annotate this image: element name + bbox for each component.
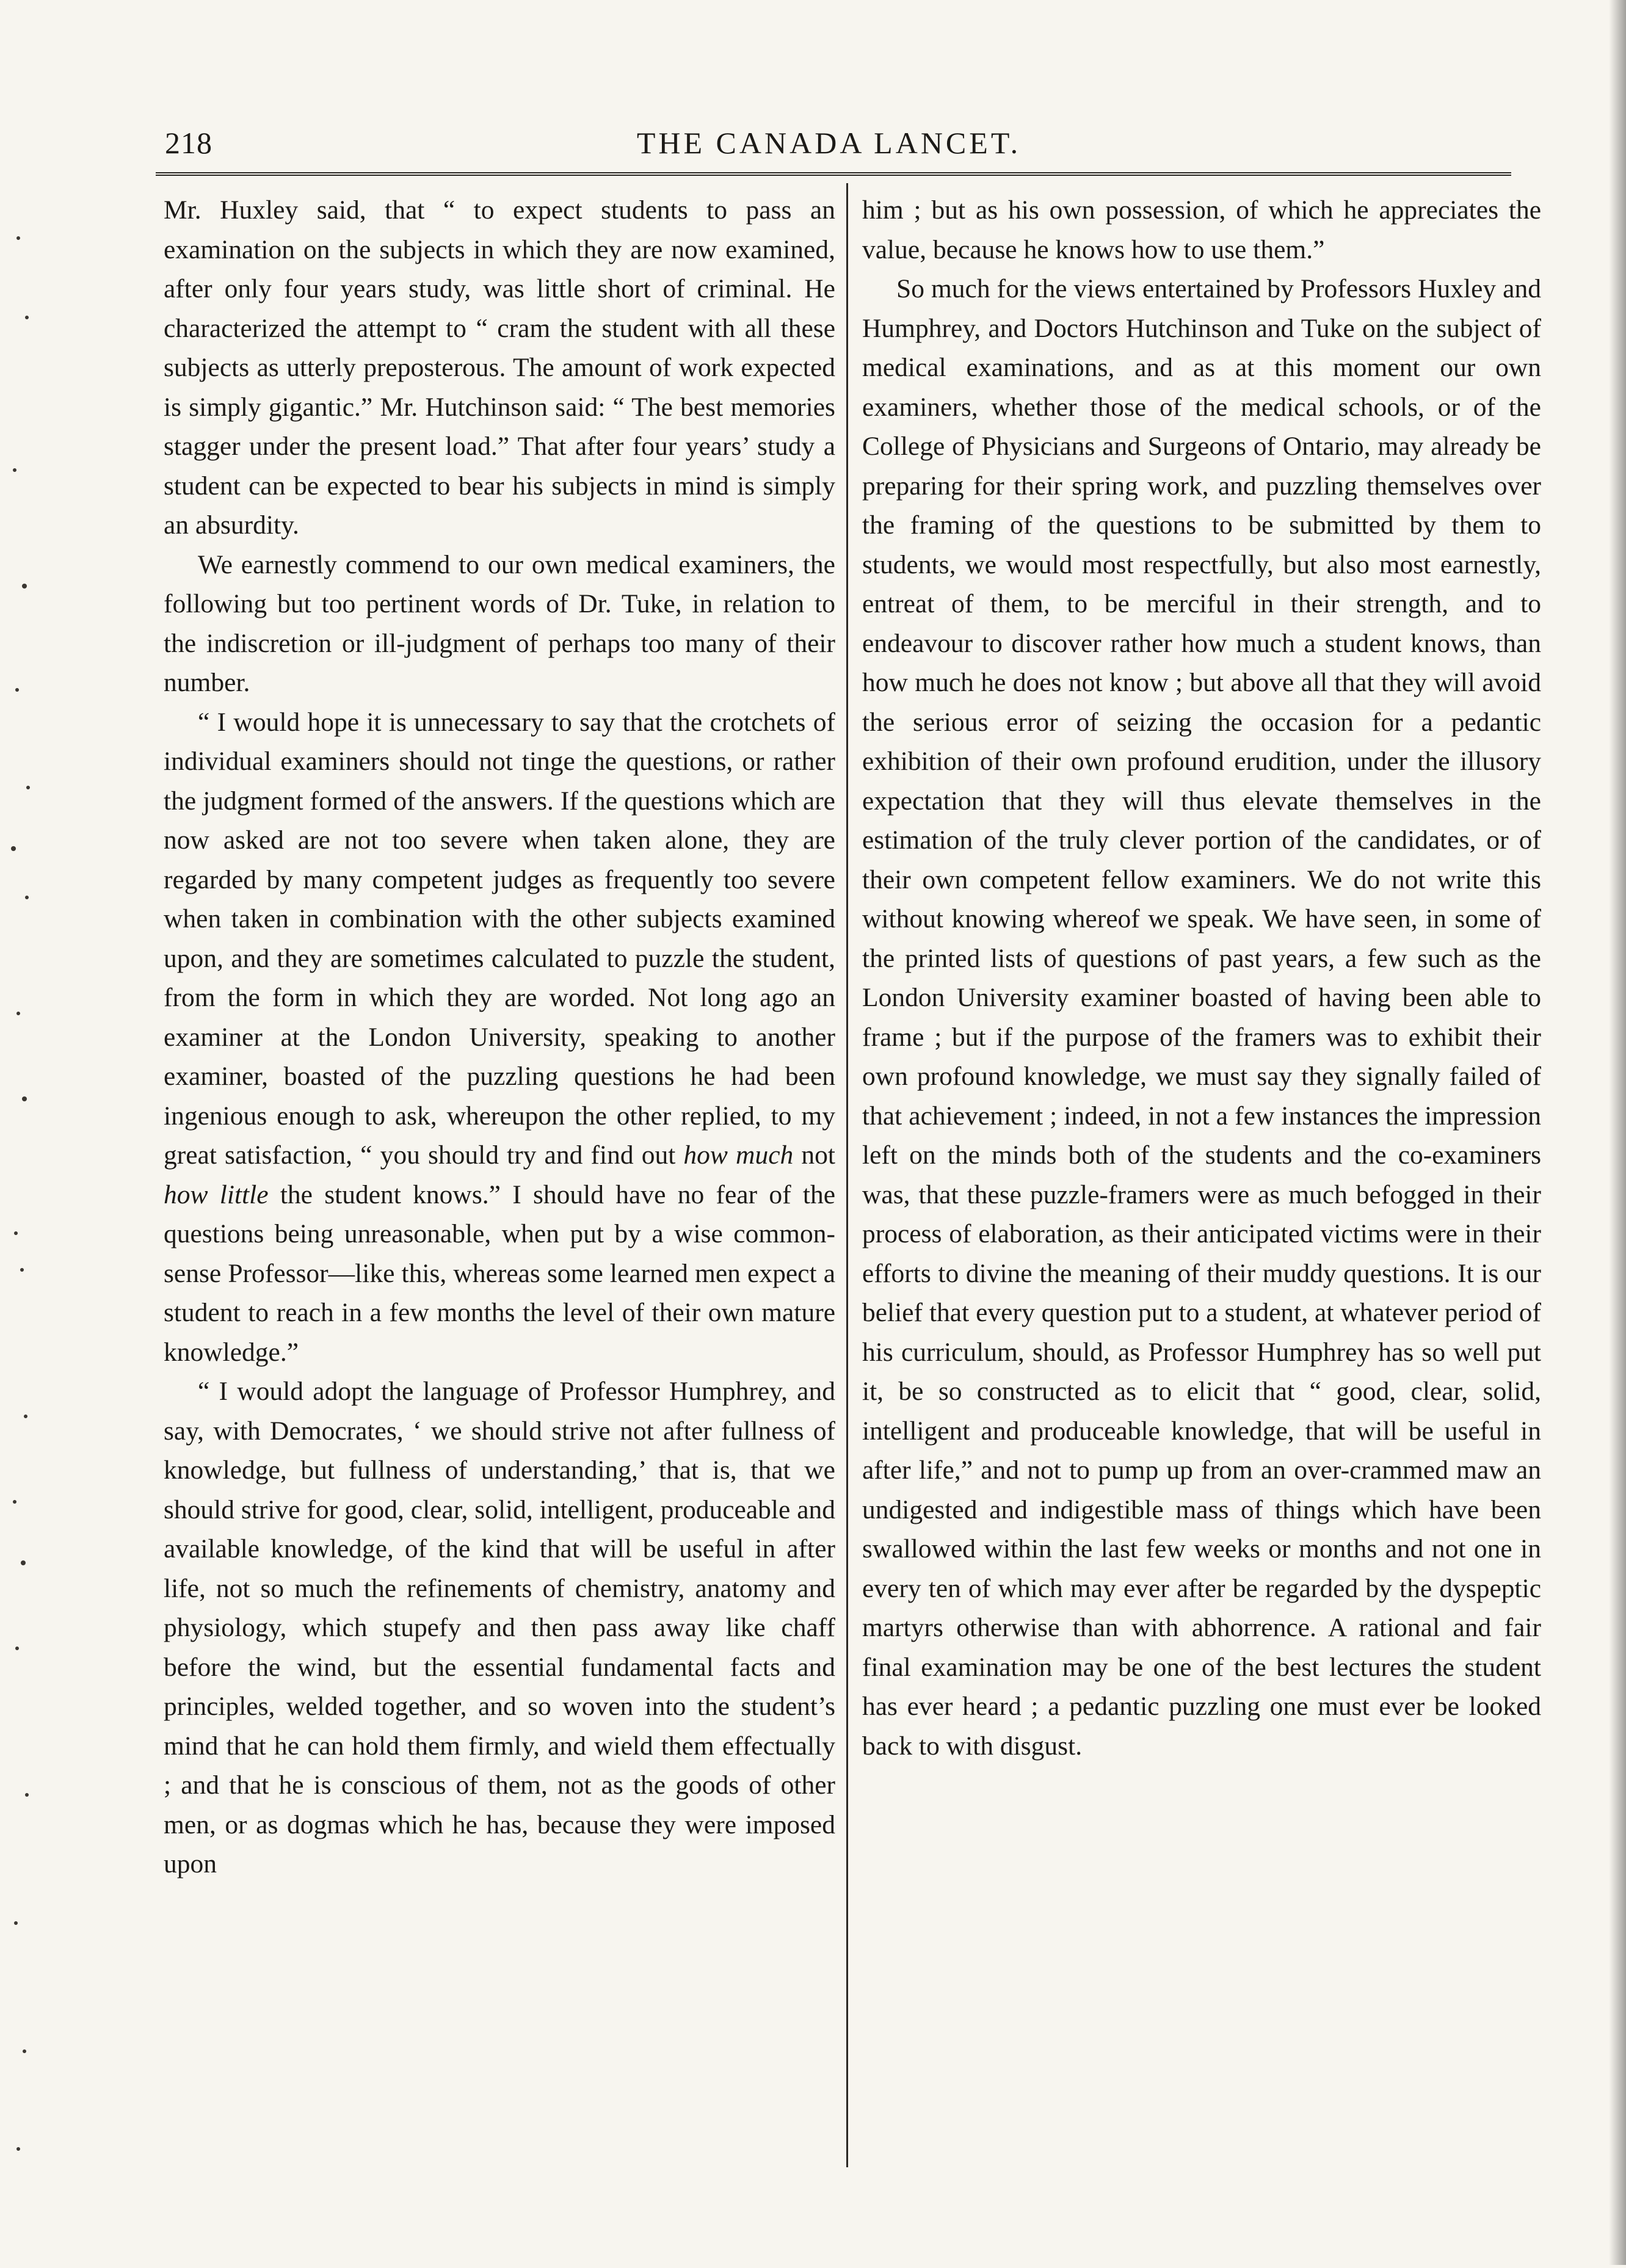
text-run: not	[793, 1140, 835, 1170]
page-number: 218	[165, 126, 212, 160]
text-run: the student knows.” I should have no fear of the questions being unreasonable, when put by a wise common-sense Professor—like this, whereas some learned men expect a student to reach in a few months the level of their own mature knowledge.”	[164, 1179, 835, 1367]
margin-specks	[0, 0, 43, 2265]
italic-text: how much	[683, 1140, 794, 1170]
text-run: “ I would hope it is unnecessary to say that the crotchets of individual examiners should not tinge the questions, or rather the judgment formed of the answers. If the questions which are now asked are not too severe when taken alone, they are regarded by many competent judges as frequently too severe when taken in combination with the other subjects examined upon, and they are sometimes calculated to puzzle the student, from the form in which they are worded. Not long ago an examiner at the London University, speaking to another examiner, boasted of the puzzling questions he had been ingenious enough to ask, whereupon the other replied, to my great satisfaction, “ you should try and find out	[164, 707, 835, 1170]
page-edge-shadow	[1609, 0, 1626, 2265]
left-column	[164, 190, 835, 2168]
italic-text: how little	[164, 1179, 269, 1209]
right-column	[862, 190, 1541, 2168]
header-rule	[156, 172, 1511, 176]
running-title: THE CANADA LANCET.	[636, 126, 1022, 160]
paragraph	[164, 703, 835, 1372]
paragraph: We earnestly commend to our own medical examiners, the following but too pertinent words of Dr. Tuke, in relation to the indiscretion or ill-judgment of perhaps too many of their number.	[164, 549, 835, 697]
paragraph: “ I would adopt the language of Professor Humphrey, and say, with Democrates, ‘ we should strive not after fullness of knowledge, but fullness of understanding,’ that is, that we should strive for good, clear, solid, intelligent, produceable and available knowledge, of the kind that will be useful in after life, not so much the refinements of chemistry, anatomy and physiology, which stupefy and then pass away like chaff before the wind, but the essential fundamental facts and principles, welded together, and so woven into the student’s mind that he can hold them firmly, and wield them effectually ; and that he is conscious of them, not as the goods of other men, or as dogmas which he has, because they were imposed upon	[164, 1377, 835, 1879]
column-divider	[846, 183, 848, 2167]
paragraph: So much for the views entertained by Professors Huxley and Humphrey, and Doctors Hutchinson and Tuke on the subject of medical examinations, and as at this moment our own examiners, whether those of the medical schools, or of the College of Physicians and Surgeons of Ontario, may already be preparing for their spring work, and puzzling themselves over the framing of the questions to be submitted by them to students, we would most respectfully, but also most earnestly, entreat of them, to be merciful in their strength, and to endeavour to discover rather how much a student knows, than how much he does not know ; but above all that they will avoid the serious error of seizing the occasion for a pedantic exhibition of their own profound erudition, under the illusory expectation that they will thus elevate themselves in the estimation of the truly clever portion of the candidates, or of their own competent fellow examiners. We do not write this without knowing whereof we speak. We have seen, in some of the printed lists of questions of past years, a few such as the London University examiner boasted of having been able to frame ; but if the purpose of the framers was to exhibit their own profound knowledge, we must say they signally failed of that achievement ; indeed, in not a few instances the impression left on the minds both of the students and the co-examiners was, that these puzzle-framers were as much befogged in their process of elaboration, as their anticipated victims were in their efforts to divine the meaning of their muddy questions. It is our belief that every question put to a student, at whatever period of his curriculum, should, as Professor Humphrey has so well put it, be so constructed as to elicit that “ good, clear, solid, intelligent and produceable knowledge, that will be useful in after life,” and not to pump up from an over-crammed maw an undigested and indigestible mass of things which have been swallowed within the last few weeks or months and not one in every ten of which may ever after be regarded by the dyspeptic martyrs otherwise than with abhorrence. A rational and fair final examination may be one of the best lectures the student has ever heard ; a pedantic puzzling one must ever be looked back to with disgust.	[862, 274, 1541, 1761]
paragraph: Mr. Huxley said, that “ to expect students to pass an examination on the subjects in which they are now examined, after only four years study, was little short of criminal. He characterized the attempt to “ cram the student with all these subjects as utterly preposterous. The amount of work expected is simply gigantic.” Mr. Hutchinson said: “ The best memories stagger under the present load.” That after four years’ study a student can be expected to bear his subjects in mind is simply an absurdity.	[164, 195, 835, 540]
page-header	[156, 125, 1502, 168]
paragraph: him ; but as his own possession, of which he appreciates the value, because he knows how to use them.”	[862, 195, 1541, 264]
